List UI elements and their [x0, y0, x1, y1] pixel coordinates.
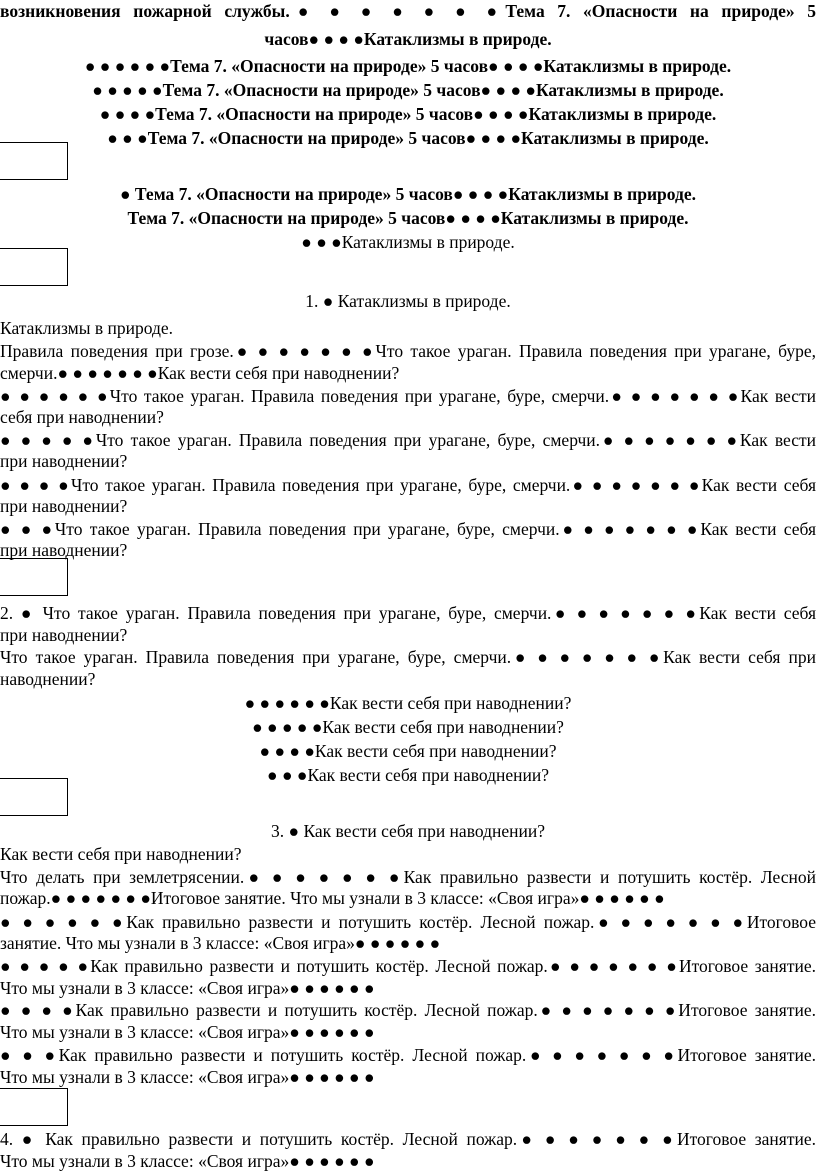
text-line: смерчи.● ● ● ● ● ● ●Как вести себя при наводнении? [0, 363, 400, 383]
empty-box-2 [0, 248, 68, 286]
text-line: Что такое ураган. Правила поведения при урагане, буре, смерчи.● ● ● ● ● ● ●Как вести себя при [0, 647, 816, 667]
heading-line-2: часов● ● ● ●Катаклизмы в природе. [264, 29, 552, 49]
text-line: Что мы узнали в 3 классе: «Своя игра»● ● ● ● ● ● [0, 1067, 375, 1087]
text-line: ● ● ● ● ●Как правильно развести и потушить костёр. Лесной пожар.● ● ● ● ● ● ●Итоговое занятие. [0, 956, 816, 976]
section-1-title: 1. ● Катаклизмы в природе. [305, 291, 511, 311]
text-line: Что мы узнали в 3 классе: «Своя игра»● ● ● ● ● ● [0, 1151, 375, 1171]
section-4-title: 4. ● Как правильно развести и потушить костёр. Лесной пожар.● ● ● ● ● ● ●Итоговое занятие. [0, 1129, 816, 1149]
text-line: Что мы узнали в 3 классе: «Своя игра»● ● ● ● ● ● [0, 978, 375, 998]
text-line: Что мы узнали в 3 классе: «Своя игра»● ● ● ● ● ● [0, 1022, 375, 1042]
empty-box-1 [0, 142, 68, 180]
text-line: при наводнении? [0, 540, 128, 560]
text-line: ● ● ●Как вести себя при наводнении? [267, 765, 549, 785]
text-line: ● ● ● ●Как вести себя при наводнении? [259, 741, 557, 761]
heading-line-4: ● ● ● ● ●Тема 7. «Опасности на природе» 5 часов● ● ● ●Катаклизмы в природе. [92, 80, 724, 100]
text-line: ● ● ● ● ● ●Что такое ураган. Правила поведения при урагане, буре, смерчи.● ● ● ● ● ● ●Как вести [0, 386, 816, 406]
section-2-title: 2. ● Что такое ураган. Правила поведения при урагане, буре, смерчи.● ● ● ● ● ● ●Как вести себя [0, 603, 816, 623]
empty-box-3 [0, 558, 68, 596]
heading-line-7: ● Тема 7. «Опасности на природе» 5 часов● ● ● ●Катаклизмы в природе. [119, 184, 696, 204]
text-line: ● ● ● ● ● ●Как вести себя при наводнении? [244, 693, 572, 713]
text-line: при наводнении? [0, 451, 128, 471]
heading-line-3: ● ● ● ● ● ●Тема 7. «Опасности на природе» 5 часов● ● ● ●Катаклизмы в природе. [84, 56, 732, 76]
text-line: занятие. Что мы узнали в 3 классе: «Своя игра»● ● ● ● ● ● [0, 933, 441, 953]
text-line: себя при наводнении? [0, 407, 164, 427]
text-line: ● ● ●Как правильно развести и потушить костёр. Лесной пожар.● ● ● ● ● ● ●Итоговое занятие. [0, 1045, 816, 1065]
heading-line-6: ● ● ●Тема 7. «Опасности на природе» 5 часов● ● ● ●Катаклизмы в природе. [107, 128, 709, 148]
text-line: Как вести себя при наводнении? [0, 844, 242, 864]
text-line: ● ● ● ●Что такое ураган. Правила поведения при урагане, буре, смерчи.● ● ● ● ● ● ●Как вести себя [0, 475, 816, 495]
text-line: ● ● ● ●Как правильно развести и потушить костёр. Лесной пожар.● ● ● ● ● ● ●Итоговое занятие. [0, 1000, 816, 1020]
heading-line-9: ● ● ●Катаклизмы в природе. [301, 232, 515, 252]
text-line: ● ● ● ● ●Как вести себя при наводнении? [252, 717, 564, 737]
text-line: пожар.● ● ● ● ● ● ●Итоговое занятие. Что мы узнали в 3 классе: «Своя игра»● ● ● ● ● ● [0, 888, 665, 908]
text-line: Правила поведения при грозе.● ● ● ● ● ● ●Что такое ураган. Правила поведения при урагане, буре, [0, 341, 816, 361]
section-3-title: 3. ● Как вести себя при наводнении? [271, 821, 545, 841]
heading-line-8: Тема 7. «Опасности на природе» 5 часов● ● ● ●Катаклизмы в природе. [127, 208, 689, 228]
empty-box-5 [0, 1088, 68, 1126]
text-line: ● ● ● ● ●Что такое ураган. Правила поведения при урагане, буре, смерчи.● ● ● ● ● ● ●Как вести [0, 430, 816, 450]
text-line: ● ● ●Что такое ураган. Правила поведения при урагане, буре, смерчи.● ● ● ● ● ● ●Как вести себя [0, 519, 816, 539]
text-line: ● ● ● ● ● ●Как правильно развести и потушить костёр. Лесной пожар.● ● ● ● ● ● ●Итоговое [0, 912, 816, 932]
heading-line-1: возникновения пожарной службы.● ● ● ● ● ● ●Тема 7. «Опасности на природе» 5 [0, 1, 816, 21]
heading-line-5: ● ● ● ●Тема 7. «Опасности на природе» 5 часов● ● ● ●Катаклизмы в природе. [99, 104, 717, 124]
text-line: при наводнении? [0, 625, 128, 645]
text-line: при наводнении? [0, 496, 128, 516]
empty-box-4 [0, 778, 68, 816]
text-line: Что делать при землетрясении.● ● ● ● ● ● ●Как правильно развести и потушить костёр. Лесной [0, 867, 816, 887]
text-line: наводнении? [0, 669, 96, 689]
text-line: Катаклизмы в природе. [0, 318, 174, 338]
